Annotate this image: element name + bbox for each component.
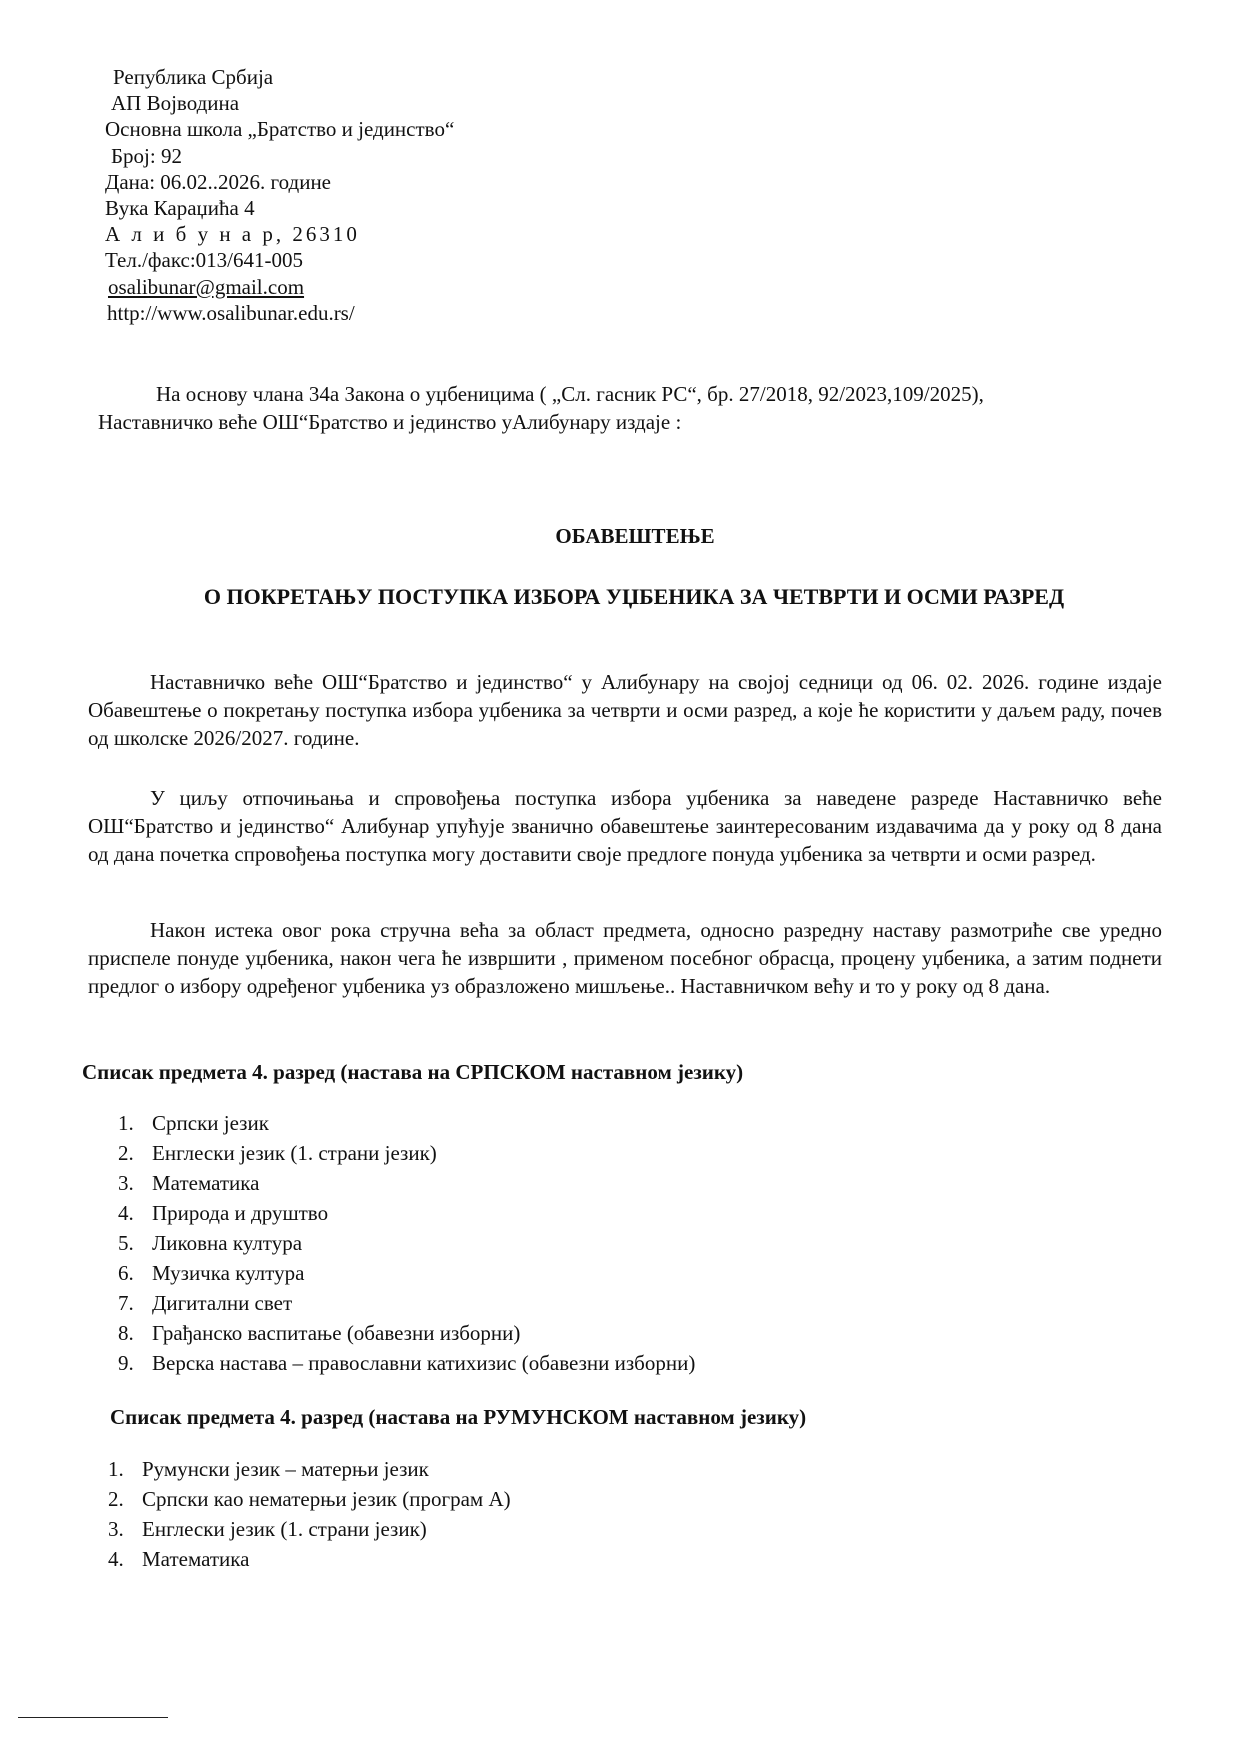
list-item-text: Математика bbox=[152, 1171, 260, 1195]
letterhead-email-link[interactable]: osalibunar@gmail.com bbox=[108, 274, 305, 299]
list-item-text: Румунски језик – матерњи језик bbox=[142, 1457, 429, 1481]
list-item-text: Енглески језик (1. страни језик) bbox=[142, 1517, 427, 1541]
list-item-text: Енглески језик (1. страни језик) bbox=[152, 1141, 437, 1165]
list-item-text: Природа и друштво bbox=[152, 1201, 329, 1225]
subject-list-serbian-title: Списак предмета 4. разред (настава на СРПСКОМ наставном језику) bbox=[82, 1060, 744, 1084]
list-item-text: Српски језик bbox=[152, 1111, 269, 1135]
body-paragraph-2-text: У циљу отпочињања и спровођења поступка избора уџбеника за наведене разреде Наставничко веће ОШ“Братство и јединство“ Алибунар упућује званично обавештење заинтересованим издавачима да у року од 8 дана од дана почетка спровођења поступка могу доставити своје предлоге понуда уџбеника за четврти и осми разред. bbox=[88, 786, 1162, 866]
letterhead-number: Број: 92 bbox=[111, 143, 182, 168]
intro-paragraph bbox=[98, 380, 1098, 436]
list-item bbox=[118, 1318, 695, 1348]
body-paragraph-3 bbox=[88, 916, 1162, 1000]
list-item bbox=[118, 1288, 695, 1318]
subject-list-romanian-title: Списак предмета 4. разред (настава на РУМУНСКОМ наставном језику) bbox=[110, 1405, 807, 1429]
letterhead-province: АП Војводина bbox=[111, 91, 240, 116]
list-item-number: 7. bbox=[118, 1291, 134, 1315]
list-item bbox=[108, 1544, 511, 1574]
list-item-text: Грађанско васпитање (обавезни изборни) bbox=[152, 1321, 521, 1345]
body-paragraph-3-text: Након истека овог рока стручна већа за област предмета, односно разредну наставу размотриће све уредно приспеле понуде уџбеника, након чега ће извршити , применом посебног обрасца, процену уџбеника, а затим поднети предлог о избору одређеног уџбеника уз образложено мишљење.. Наставничком већу и то у року од 8 дана. bbox=[88, 918, 1162, 998]
list-item bbox=[118, 1108, 695, 1138]
letterhead-date: Дана: 06.02..2026. године bbox=[105, 169, 332, 194]
letterhead-school: Основна школа „Братство и јединство“ bbox=[105, 117, 455, 142]
letterhead-country: Република Србија bbox=[113, 65, 274, 89]
letterhead bbox=[105, 64, 454, 326]
list-item bbox=[108, 1514, 511, 1544]
list-item-number: 4. bbox=[108, 1547, 124, 1571]
list-item-number: 2. bbox=[118, 1141, 134, 1165]
list-item bbox=[108, 1484, 511, 1514]
list-item bbox=[108, 1454, 511, 1484]
list-item-text: Српски као нематерњи језик (програм А) bbox=[142, 1487, 511, 1511]
list-item bbox=[118, 1348, 695, 1378]
list-item-number: 3. bbox=[108, 1517, 124, 1541]
intro-line-2: Наставничко веће ОШ“Братство и јединство уАлибунару издаје : bbox=[98, 410, 682, 434]
list-item bbox=[118, 1168, 695, 1198]
list-item-text: Музичка култура bbox=[152, 1261, 305, 1285]
list-item-number: 4. bbox=[118, 1201, 134, 1225]
list-item-text: Ликовна култура bbox=[152, 1231, 303, 1255]
body-paragraph-1 bbox=[88, 668, 1162, 752]
body-paragraph-2 bbox=[88, 784, 1162, 868]
body-paragraph-1-text: Наставничко веће ОШ“Братство и јединство“ у Алибунару на својој седници од 06. 02. 2026. године издаје Обавештење о покретању поступка избора уџбеника за четврти и осми разред, а које ће користити у даљем раду, почев од школске 2026/2027. године. bbox=[88, 670, 1162, 750]
list-item-text: Дигитални свет bbox=[152, 1291, 293, 1315]
letterhead-website: http://www.osalibunar.edu.rs/ bbox=[107, 300, 355, 325]
list-item-text: Математика bbox=[142, 1547, 250, 1571]
list-item-number: 5. bbox=[118, 1231, 134, 1255]
list-item bbox=[118, 1198, 695, 1228]
list-item bbox=[118, 1258, 695, 1288]
list-item-number: 1. bbox=[108, 1457, 124, 1481]
subject-list-serbian bbox=[118, 1108, 695, 1378]
list-item-number: 2. bbox=[108, 1487, 124, 1511]
list-item-text: Верска настава – православни катихизис (обавезни изборни) bbox=[152, 1351, 696, 1375]
list-item-number: 1. bbox=[118, 1111, 134, 1135]
list-item-number: 6. bbox=[118, 1261, 134, 1285]
letterhead-street: Вука Караџића 4 bbox=[105, 196, 255, 221]
letterhead-phone: Тел./факс:013/641-005 bbox=[105, 248, 304, 273]
list-item bbox=[118, 1228, 695, 1258]
intro-line-1: На основу члана 34а Закона о уџбеницима ( „Сл. гасник РС“, бр. 27/2018, 92/2023,109/2025), bbox=[156, 382, 984, 406]
list-item-number: 8. bbox=[118, 1321, 134, 1345]
list-item bbox=[118, 1138, 695, 1168]
document-title: ОБАВЕШТЕЊЕ bbox=[555, 524, 715, 548]
footnote-separator bbox=[18, 1717, 168, 1718]
subject-list-romanian bbox=[108, 1454, 511, 1574]
list-item-number: 3. bbox=[118, 1171, 134, 1195]
letterhead-city: А л и б у н а р, 26310 bbox=[105, 222, 360, 247]
list-item-number: 9. bbox=[118, 1351, 134, 1375]
document-subtitle: О ПОКРЕТАЊУ ПОСТУПКА ИЗБОРА УЏБЕНИКА ЗА ЧЕТВРТИ И ОСМИ РАЗРЕД bbox=[203, 584, 1065, 609]
